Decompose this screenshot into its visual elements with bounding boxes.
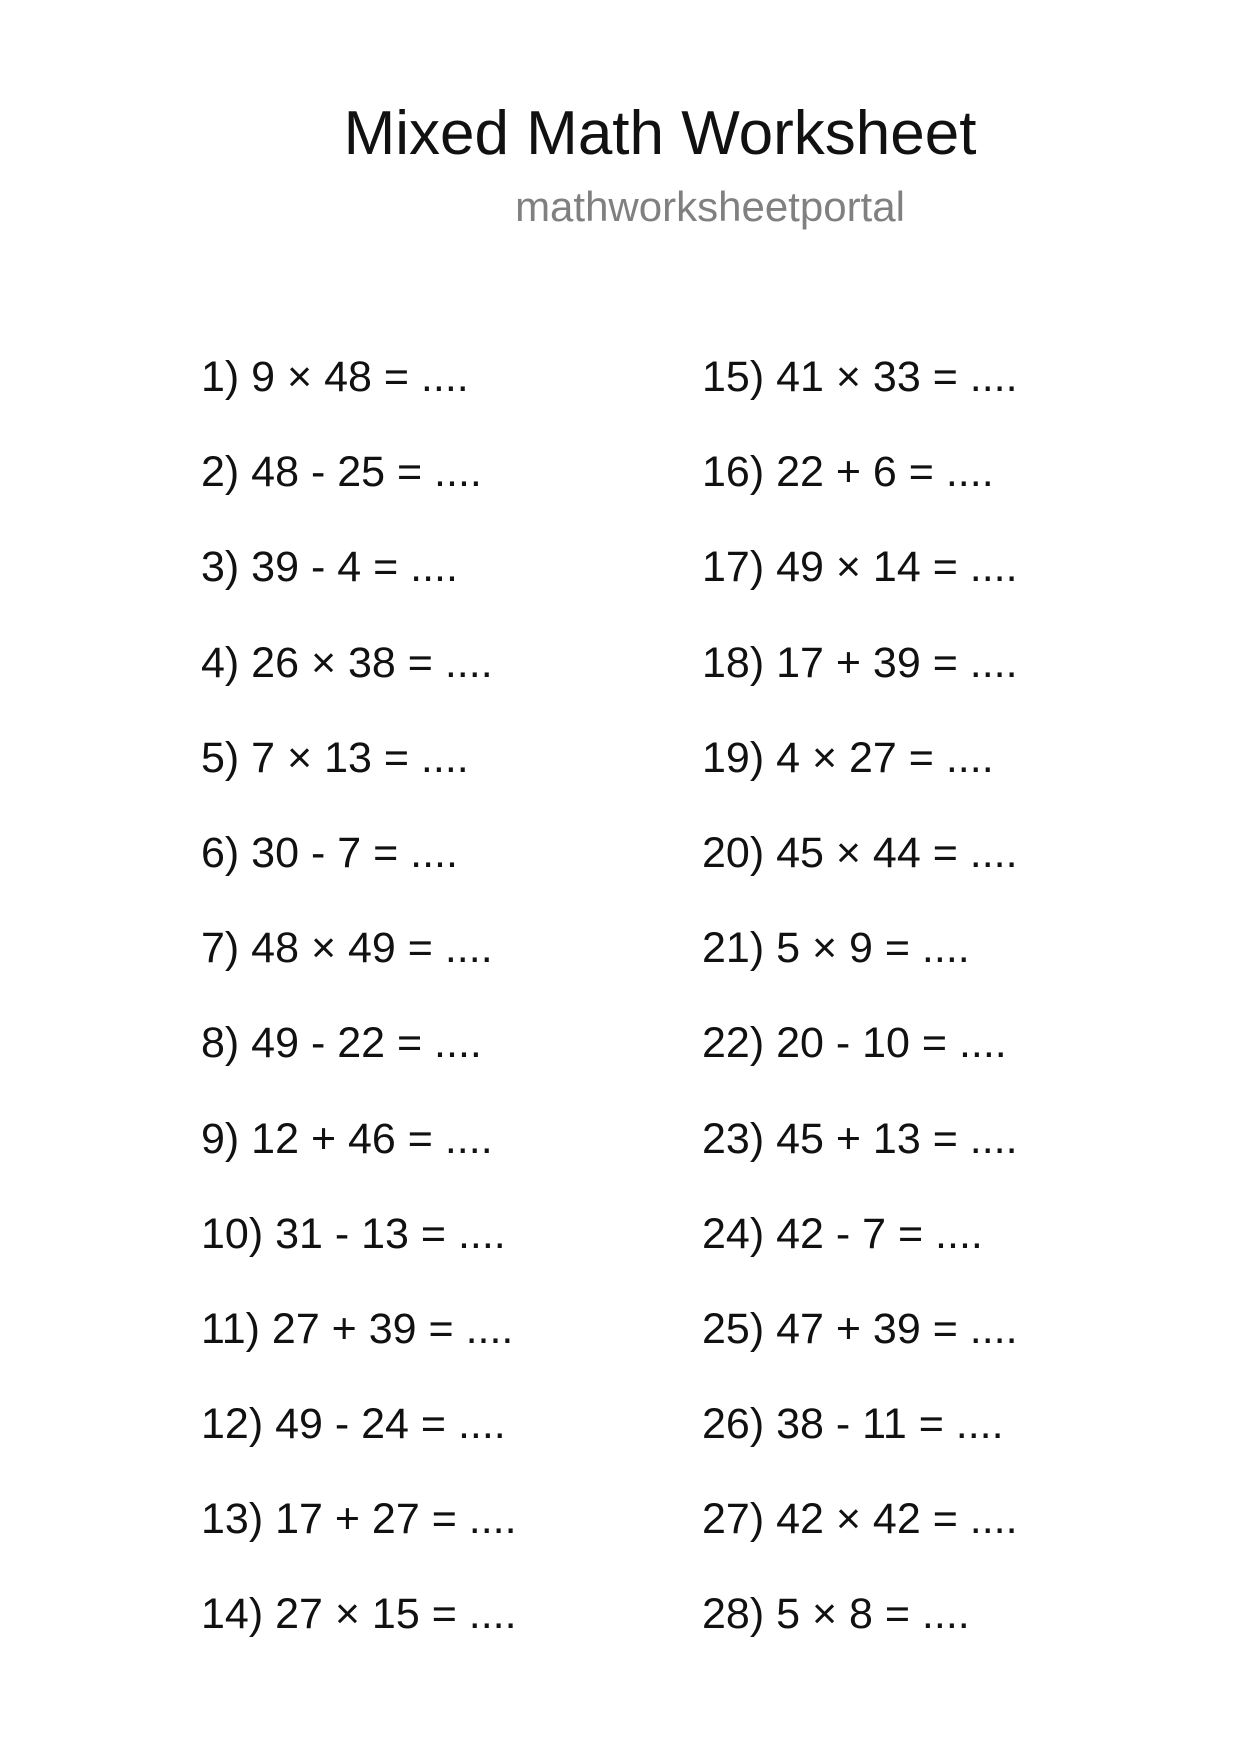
- problem-27: 27) 42 × 42 = ....: [702, 1495, 1018, 1544]
- problems-column-left: [201, 351, 517, 1684]
- page-title: Mixed Math Worksheet: [343, 99, 977, 168]
- problem-24: 24) 42 - 7 = ....: [702, 1209, 983, 1258]
- problem-3: 3) 39 - 4 = ....: [201, 543, 458, 592]
- problem-20: 20) 45 × 44 = ....: [702, 828, 1018, 877]
- problem-2: 2) 48 - 25 = ....: [201, 448, 482, 497]
- problem-16: 16) 22 + 6 = ....: [702, 448, 994, 497]
- problem-25: 25) 47 + 39 = ....: [702, 1304, 1018, 1353]
- problem-18: 18) 17 + 39 = ....: [702, 638, 1018, 687]
- problem-12: 12) 49 - 24 = ....: [201, 1400, 506, 1449]
- problem-8: 8) 49 - 22 = ....: [201, 1019, 482, 1068]
- page-subtitle: mathworksheetportal: [515, 183, 905, 230]
- problem-22: 22) 20 - 10 = ....: [702, 1019, 1007, 1068]
- problem-19: 19) 4 × 27 = ....: [702, 733, 994, 782]
- problem-6: 6) 30 - 7 = ....: [201, 828, 458, 877]
- problem-26: 26) 38 - 11 = ....: [702, 1400, 1004, 1449]
- problem-4: 4) 26 × 38 = ....: [201, 638, 493, 687]
- problem-9: 9) 12 + 46 = ....: [201, 1114, 493, 1163]
- problem-5: 5) 7 × 13 = ....: [201, 733, 469, 782]
- problem-10: 10) 31 - 13 = ....: [201, 1209, 506, 1258]
- problem-11: 11) 27 + 39 = ....: [201, 1304, 514, 1353]
- problem-13: 13) 17 + 27 = ....: [201, 1495, 517, 1544]
- problem-23: 23) 45 + 13 = ....: [702, 1114, 1018, 1163]
- problem-14: 14) 27 × 15 = ....: [201, 1590, 517, 1639]
- problem-17: 17) 49 × 14 = ....: [702, 543, 1018, 592]
- problem-7: 7) 48 × 49 = ....: [201, 924, 493, 973]
- problem-15: 15) 41 × 33 = ....: [702, 353, 1018, 401]
- problem-1: 1) 9 × 48 = ....: [201, 353, 469, 401]
- problem-28: 28) 5 × 8 = ....: [702, 1590, 970, 1639]
- problem-21: 21) 5 × 9 = ....: [702, 924, 970, 973]
- problems-column-right: [702, 351, 1018, 1684]
